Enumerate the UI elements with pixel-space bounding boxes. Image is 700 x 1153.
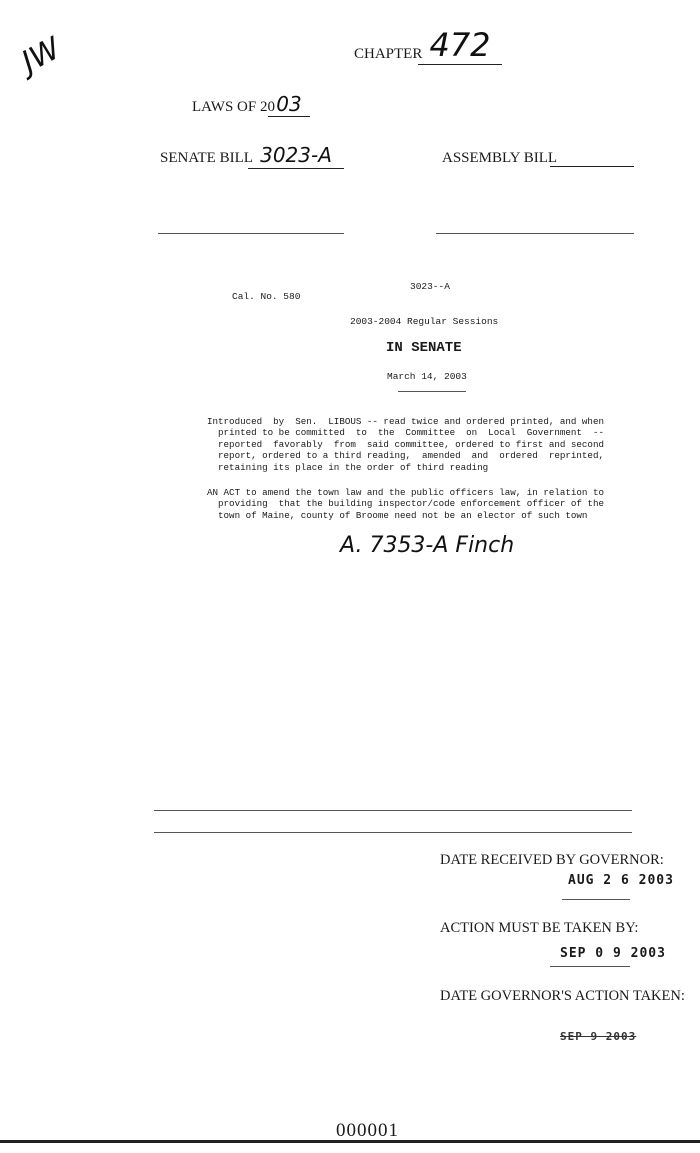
date-received-line <box>562 899 630 900</box>
action-by-line <box>550 966 630 967</box>
date-divider <box>398 391 466 392</box>
senate-signature-line <box>158 233 344 234</box>
action-by-stamp: SEP 0 9 2003 <box>560 946 666 961</box>
assembly-bill-label: ASSEMBLY BILL <box>442 150 558 166</box>
introduction-text <box>207 404 604 474</box>
action-taken-label: DATE GOVERNOR'S ACTION TAKEN: <box>440 988 685 1004</box>
act-title-line: town of Maine, county of Broome need not be an elector of such town <box>207 509 588 521</box>
action-taken-stamp: SEP 9 2003 <box>560 1030 637 1043</box>
page-number: 000001 <box>336 1120 399 1141</box>
act-title-line: AN ACT to amend the town law and the public officers law, in relation to <box>207 486 604 498</box>
bill-date: March 14, 2003 <box>387 371 467 382</box>
act-title-line: providing that the building inspector/code enforcement officer of the <box>207 498 604 510</box>
chapter-number: 472 <box>418 26 502 65</box>
print-number: 3023--A <box>410 281 450 292</box>
introduction-line: reported favorably from said committee, ordered to first and second <box>207 438 604 450</box>
act-title-text <box>207 475 604 521</box>
bottom-edge-line <box>0 1140 700 1143</box>
assembly-bill-number <box>550 150 634 167</box>
date-received-label: DATE RECEIVED BY GOVERNOR: <box>440 852 664 868</box>
action-by-label: ACTION MUST BE TAKEN BY: <box>440 920 639 936</box>
assembly-signature-line <box>436 233 634 234</box>
introduction-line: Introduced by Sen. LIBOUS -- read twice and ordered printed, and when <box>207 415 604 427</box>
calendar-number: Cal. No. 580 <box>232 291 301 302</box>
laws-label: LAWS OF 20 <box>192 99 275 115</box>
chapter-label: CHAPTER <box>354 46 423 62</box>
laws-year: 03 <box>268 92 310 117</box>
senate-bill-label: SENATE BILL <box>160 150 253 166</box>
introduction-line: printed to be committed to the Committee on Local Government -- <box>207 427 604 439</box>
bottom-rule-2 <box>154 832 632 833</box>
date-received-stamp: AUG 2 6 2003 <box>568 873 674 888</box>
senate-bill-number: 3023-A <box>248 142 344 169</box>
house-heading: IN SENATE <box>386 340 462 356</box>
assembly-companion-note: A. 7353-A Finch <box>340 533 515 558</box>
bottom-rule-1 <box>154 810 632 811</box>
margin-initials: JW <box>16 31 67 80</box>
session-line: 2003-2004 Regular Sessions <box>350 316 499 327</box>
introduction-line: report, ordered to a third reading, amended and ordered reprinted, <box>207 450 604 462</box>
introduction-line: retaining its place in the order of third reading <box>207 461 489 473</box>
